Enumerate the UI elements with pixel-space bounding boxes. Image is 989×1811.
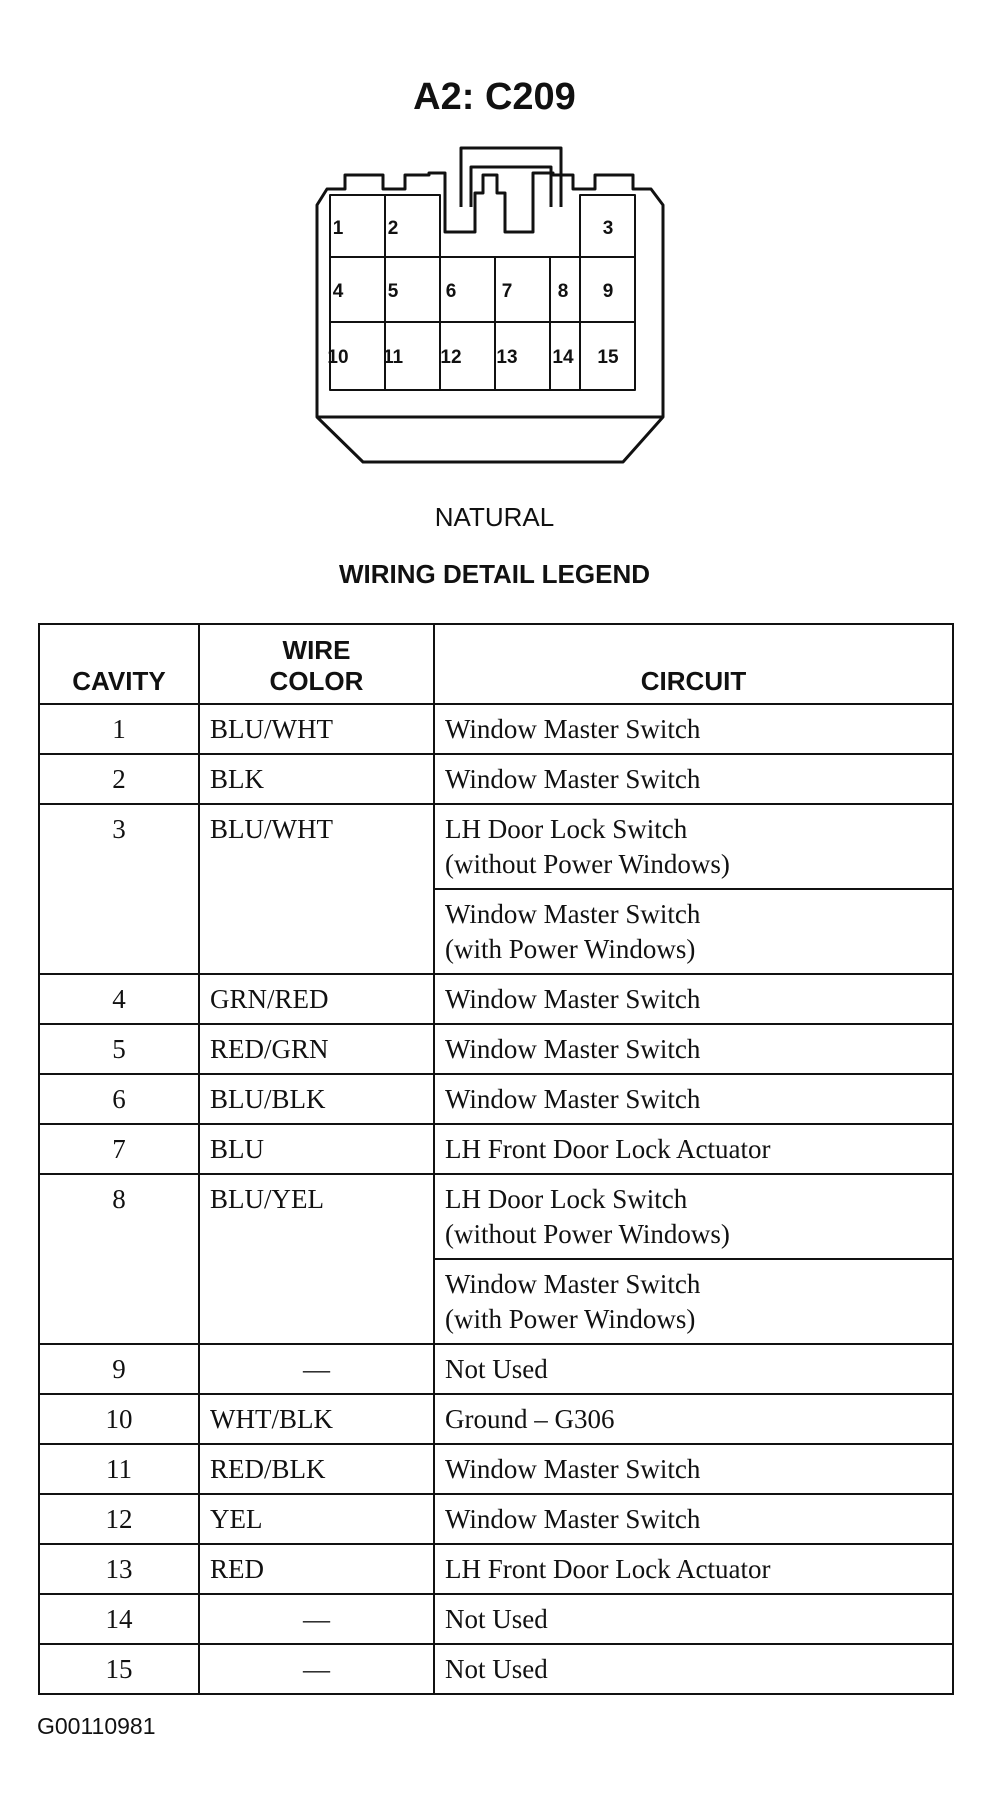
table-row [39,1124,953,1174]
circuit-cell: Window Master Switch [434,754,953,804]
circuit-cell: Window Master Switch (with Power Windows) [434,1259,953,1344]
table-row [39,1074,953,1124]
table-row [39,1644,953,1694]
circuit-cell: Ground – G306 [434,1394,953,1444]
circuit-cell: Not Used [434,1594,953,1644]
header-wire-color [199,624,434,704]
connector-color-label: NATURAL [434,502,555,532]
cavity-cell: 10 [39,1394,199,1444]
pin-label: 9 [602,281,614,302]
circuit-cell: LH Door Lock Switch (without Power Windows) [434,1174,953,1259]
cavity-cell: 3 [39,804,199,974]
cavity-cell: 7 [39,1124,199,1174]
header-circuit: CIRCUIT [434,624,953,704]
wire-color-cell: BLU/WHT [199,704,434,754]
circuit-cell: LH Door Lock Switch (without Power Windows) [434,804,953,889]
cavity-cell: 1 [39,704,199,754]
wire-color-cell: WHT/BLK [199,1394,434,1444]
legend-title: WIRING DETAIL LEGEND [338,559,651,589]
header-wire-line1: WIRE [282,635,351,665]
pin-label: 6 [445,281,457,302]
pin-label: 7 [501,281,513,302]
cavity-cell: 13 [39,1544,199,1594]
cavity-cell: 15 [39,1644,199,1694]
wire-color-cell: — [199,1344,434,1394]
circuit-cell: Window Master Switch [434,1494,953,1544]
pin-label: 4 [332,281,344,302]
cavity-cell: 8 [39,1174,199,1344]
cavity-cell: 14 [39,1594,199,1644]
pin-label: 2 [387,218,399,239]
pin-label: 1 [332,218,344,239]
cavity-cell: 11 [39,1444,199,1494]
cavity-cell: 9 [39,1344,199,1394]
table-row [39,1174,953,1259]
wire-color-cell: GRN/RED [199,974,434,1024]
pin-label: 13 [496,347,518,368]
cavity-cell: 5 [39,1024,199,1074]
circuit-cell: LH Front Door Lock Actuator [434,1124,953,1174]
circuit-cell: Not Used [434,1644,953,1694]
pin-label: 8 [557,281,569,302]
wire-color-cell: RED [199,1544,434,1594]
circuit-cell: Window Master Switch [434,1024,953,1074]
circuit-cell: Window Master Switch [434,974,953,1024]
pin-label: 12 [440,347,462,368]
table-row [39,1494,953,1544]
header-wire-line2: COLOR [269,666,364,696]
wire-color-cell: BLK [199,754,434,804]
table-header-row [39,624,953,704]
table-row [39,804,953,889]
wire-color-cell: BLU [199,1124,434,1174]
wire-color-cell: — [199,1644,434,1694]
table-body [39,704,953,1694]
wire-color-cell: YEL [199,1494,434,1544]
wire-color-cell: BLU/YEL [199,1174,434,1344]
wire-color-cell: BLU/WHT [199,804,434,974]
wire-color-cell: BLU/BLK [199,1074,434,1124]
table-row [39,1394,953,1444]
table-row [39,1444,953,1494]
wire-color-cell: RED/BLK [199,1444,434,1494]
cavity-cell: 2 [39,754,199,804]
pin-label: 11 [382,347,404,368]
table-row [39,1594,953,1644]
pin-label: 5 [387,281,399,302]
table-row [39,754,953,804]
table-row [39,974,953,1024]
wire-color-cell: RED/GRN [199,1024,434,1074]
circuit-cell: Window Master Switch [434,704,953,754]
figure-code: G00110981 [37,1713,156,1739]
cavity-cell: 4 [39,974,199,1024]
table-row [39,1024,953,1074]
connector-face-diagram [295,145,695,485]
wiring-legend-table [38,623,954,1695]
pin-label: 3 [602,218,614,239]
pin-label: 15 [597,347,619,368]
header-cavity: CAVITY [39,624,199,704]
table-row [39,704,953,754]
circuit-cell: Window Master Switch [434,1444,953,1494]
pin-label: 14 [552,347,574,368]
circuit-cell: Not Used [434,1344,953,1394]
cavity-cell: 6 [39,1074,199,1124]
cavity-cell: 12 [39,1494,199,1544]
connector-title: A2: C209 [413,76,576,118]
table-row [39,1544,953,1594]
pin-label: 10 [327,347,349,368]
circuit-cell: Window Master Switch [434,1074,953,1124]
circuit-cell: Window Master Switch (with Power Windows) [434,889,953,974]
table-row [39,1344,953,1394]
wire-color-cell: — [199,1594,434,1644]
circuit-cell: LH Front Door Lock Actuator [434,1544,953,1594]
